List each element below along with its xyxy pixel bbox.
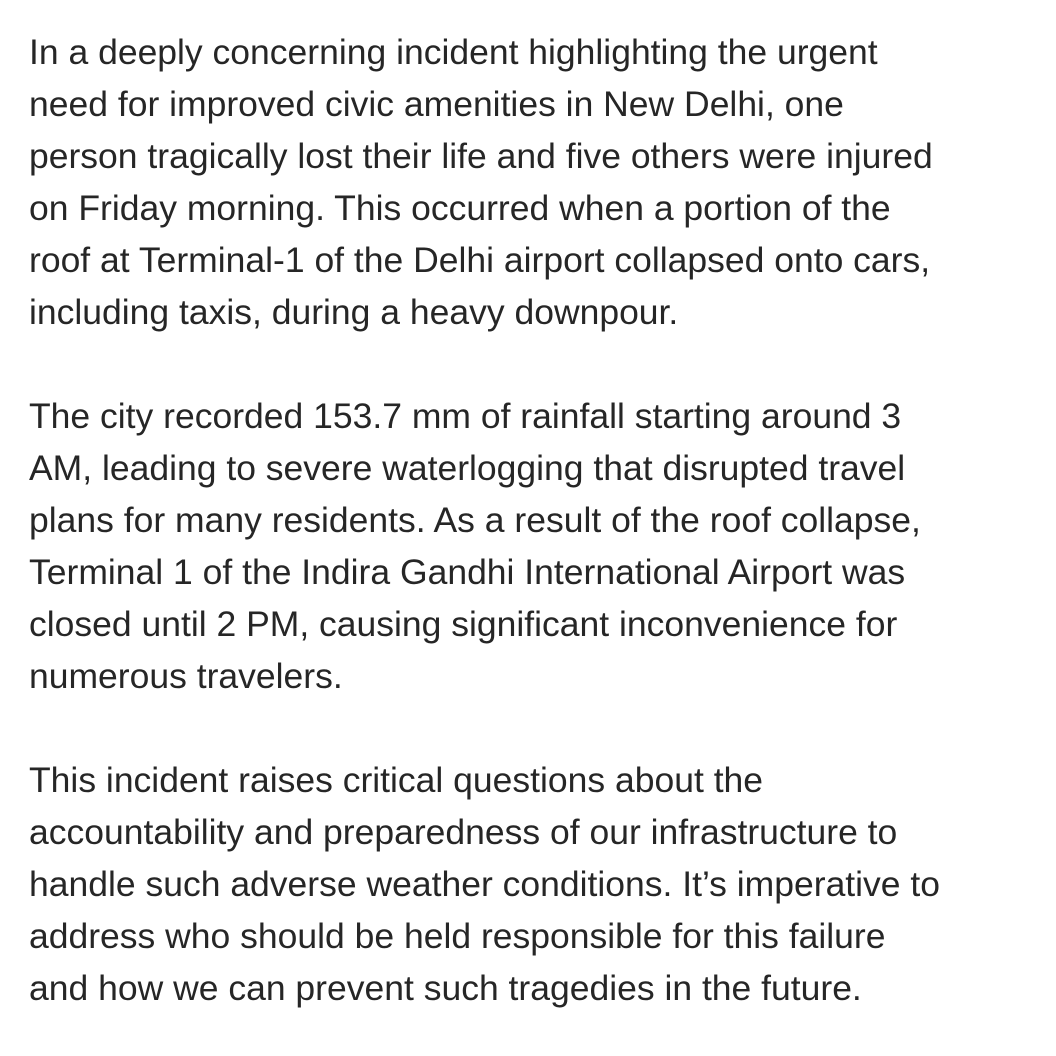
text-line: including taxis, during a heavy downpour.	[29, 292, 679, 332]
paragraph-incident	[29, 26, 1039, 338]
text-line: and how we can prevent such tragedies in the future.	[29, 968, 862, 1008]
paragraph-rainfall	[29, 390, 1039, 702]
text-line: handle such adverse weather conditions. It’s imperative to	[29, 864, 941, 904]
text-line: roof at Terminal-1 of the Delhi airport collapsed onto cars,	[29, 240, 931, 280]
text-line: on Friday morning. This occurred when a portion of the	[29, 188, 891, 228]
text-line: need for improved civic amenities in New Delhi, one	[29, 84, 844, 124]
paragraph-accountability	[29, 754, 1039, 1014]
text-line: This incident raises critical questions about the	[29, 760, 764, 800]
text-line: closed until 2 PM, causing significant inconvenience for	[29, 604, 898, 644]
text-line: address who should be held responsible for this failure	[29, 916, 886, 956]
text-line: AM, leading to severe waterlogging that disrupted travel	[29, 448, 906, 488]
text-line: accountability and preparedness of our infrastructure to	[29, 812, 898, 852]
text-line: The city recorded 153.7 mm of rainfall starting around 3	[29, 396, 902, 436]
text-line: In a deeply concerning incident highlighting the urgent	[29, 32, 878, 72]
text-line: Terminal 1 of the Indira Gandhi International Airport was	[29, 552, 906, 592]
text-line: numerous travelers.	[29, 656, 343, 696]
text-line: person tragically lost their life and five others were injured	[29, 136, 933, 176]
text-line: plans for many residents. As a result of the roof collapse,	[29, 500, 921, 540]
article-body	[29, 26, 1039, 1014]
